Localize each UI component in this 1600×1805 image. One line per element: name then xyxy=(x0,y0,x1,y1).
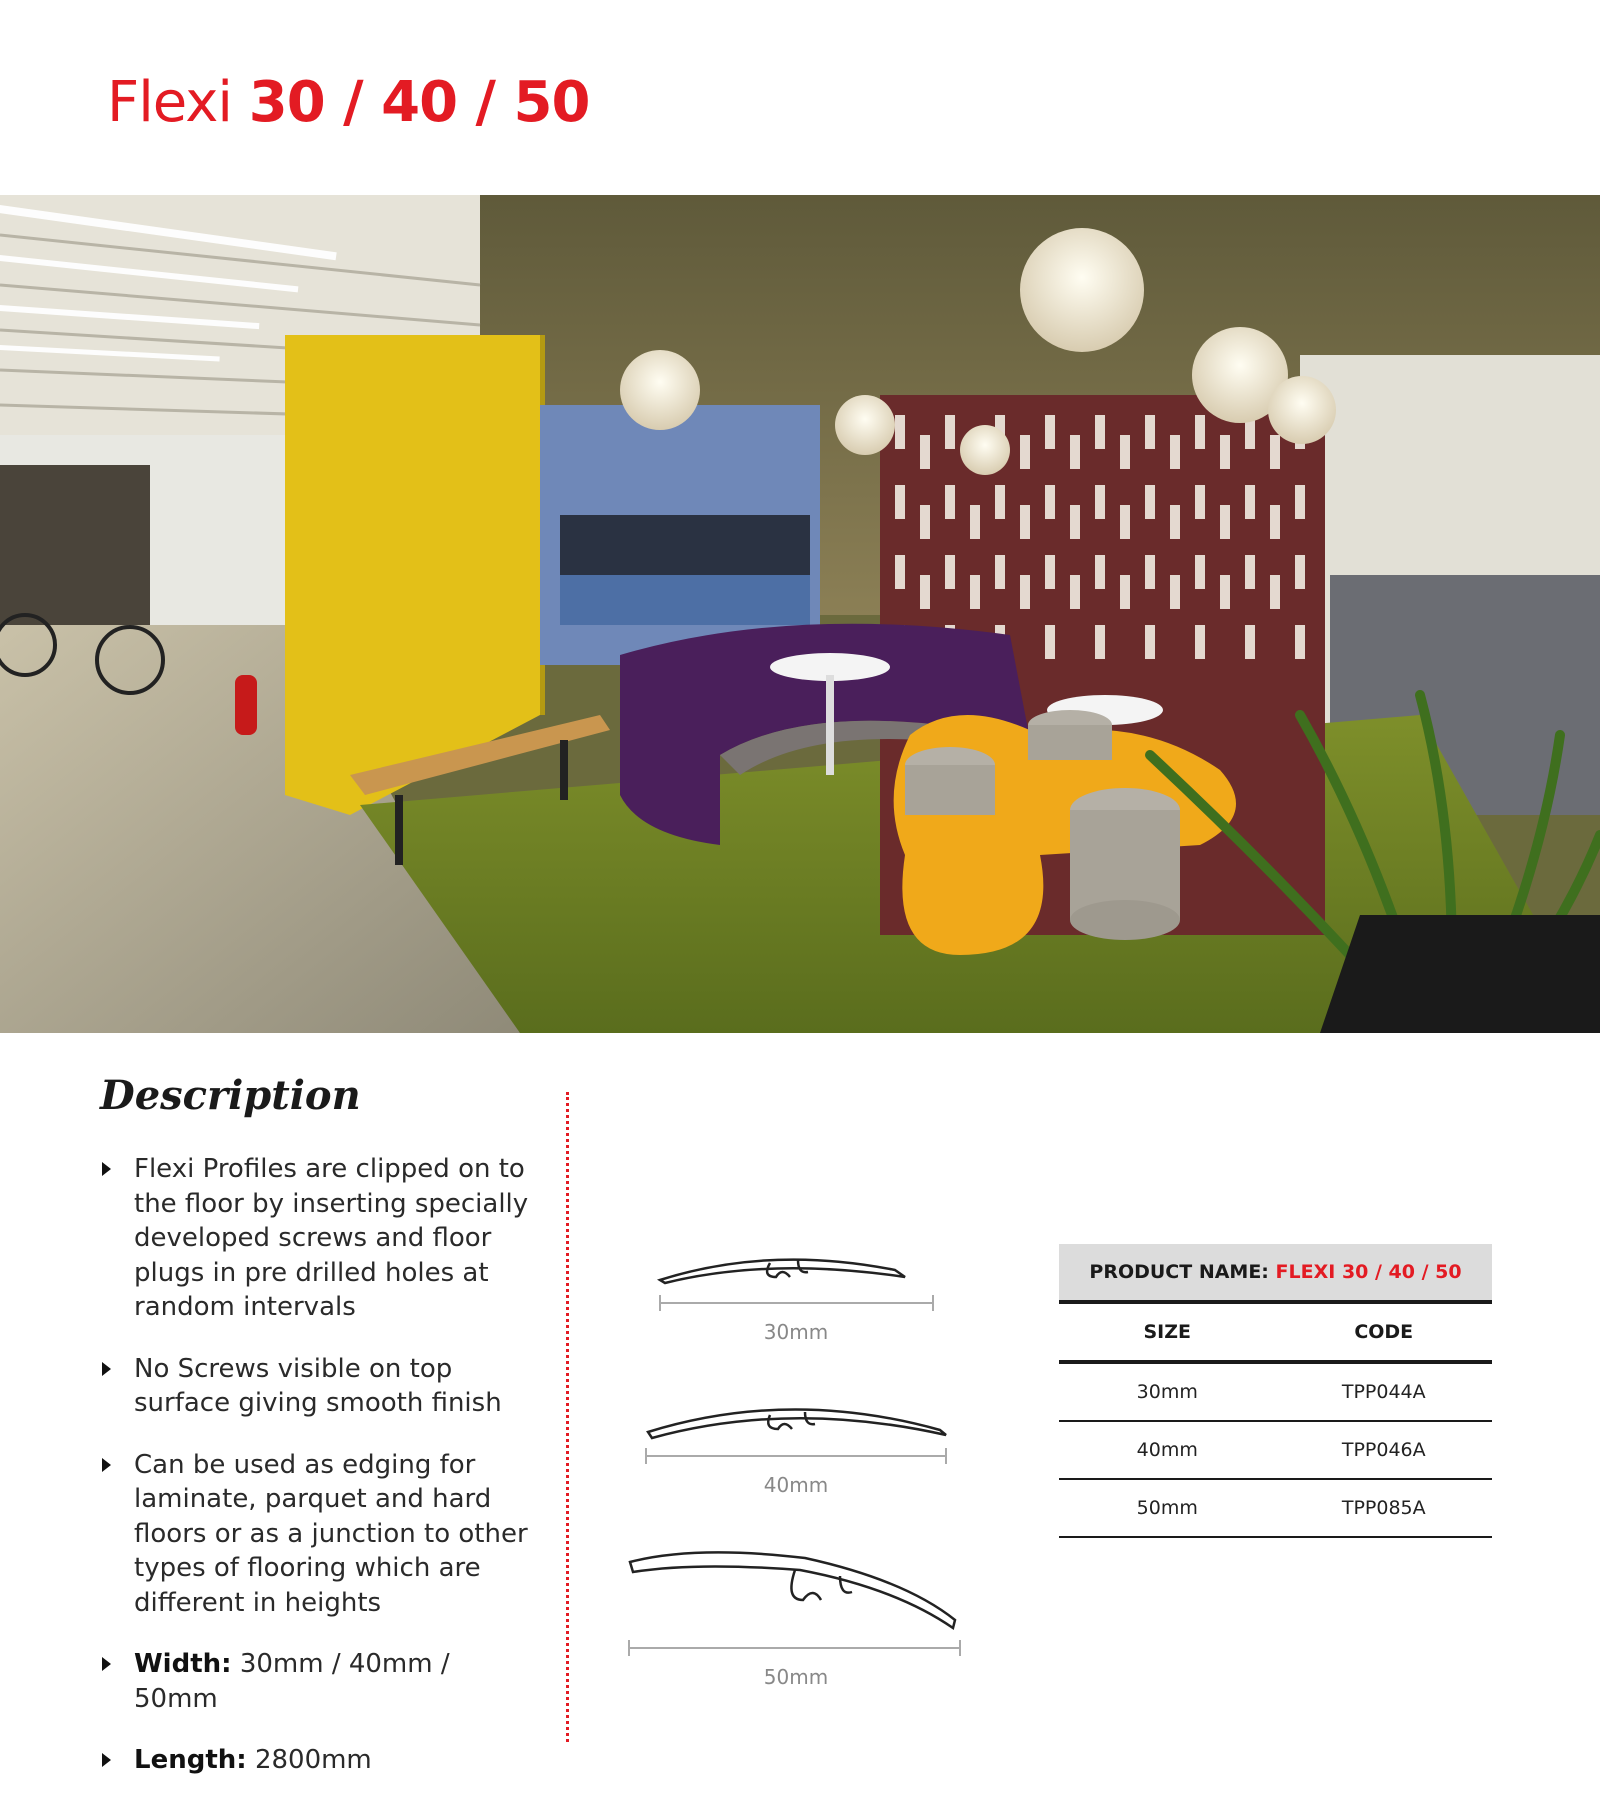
list-item xyxy=(100,1152,540,1325)
profile-50mm-diagram xyxy=(625,1540,975,1660)
description-list xyxy=(100,1152,540,1805)
office-photo xyxy=(0,195,1600,1033)
list-item xyxy=(100,1352,540,1421)
table-row xyxy=(1059,1364,1492,1422)
dotted-divider xyxy=(566,1092,569,1742)
list-item xyxy=(100,1647,540,1716)
cell-code: TPP044A xyxy=(1341,1381,1426,1403)
table-header-row xyxy=(1059,1304,1492,1364)
bullet-arrow-icon xyxy=(102,1458,111,1472)
cell-size: 30mm xyxy=(1136,1381,1198,1403)
product-name-label: PRODUCT NAME: xyxy=(1089,1261,1269,1283)
bullet-arrow-icon xyxy=(102,1753,111,1767)
bullet-text: Flexi Profiles are clipped on to the floor by inserting specially developed screws and floor plugs in pre drilled holes at random intervals xyxy=(134,1154,529,1322)
bullet-arrow-icon xyxy=(102,1162,111,1176)
bullet-label: Width: xyxy=(134,1649,232,1679)
bullet-arrow-icon xyxy=(102,1657,111,1671)
cell-size: 50mm xyxy=(1136,1497,1198,1519)
bullet-text: 2800mm xyxy=(254,1745,372,1775)
bullet-text: 30mm / 40mm / 50mm xyxy=(134,1649,450,1714)
profile-size-label: 50mm xyxy=(763,1665,829,1689)
bullet-text: Can be used as edging for laminate, parquet and hard floors or as a junction to other types of flooring which are different in heights xyxy=(134,1449,528,1618)
table-row xyxy=(1059,1480,1492,1538)
product-name-value: FLEXI 30 / 40 / 50 xyxy=(1275,1261,1462,1283)
column-header-code: CODE xyxy=(1354,1321,1414,1343)
profile-size-label: 40mm xyxy=(763,1473,829,1497)
title-light: Flexi xyxy=(107,70,232,135)
cell-code: TPP085A xyxy=(1341,1497,1426,1519)
product-table xyxy=(1059,1244,1492,1538)
cell-size: 40mm xyxy=(1136,1439,1198,1461)
cell-code: TPP046A xyxy=(1341,1439,1426,1461)
profile-size-label: 30mm xyxy=(763,1320,829,1344)
bullet-label: Length: xyxy=(134,1745,247,1775)
description-heading: Description xyxy=(100,1072,361,1119)
title-bold: 30 / 40 / 50 xyxy=(248,70,590,135)
bullet-arrow-icon xyxy=(102,1362,111,1376)
profile-30mm-diagram xyxy=(650,1235,950,1315)
bullet-text: No Screws visible on top surface giving smooth finish xyxy=(134,1353,502,1418)
table-row xyxy=(1059,1422,1492,1480)
list-item xyxy=(100,1743,540,1778)
column-header-size: SIZE xyxy=(1143,1321,1191,1343)
profile-40mm-diagram xyxy=(640,1390,960,1470)
product-name-header xyxy=(1059,1244,1492,1304)
list-item xyxy=(100,1448,540,1621)
page-title xyxy=(107,70,589,135)
